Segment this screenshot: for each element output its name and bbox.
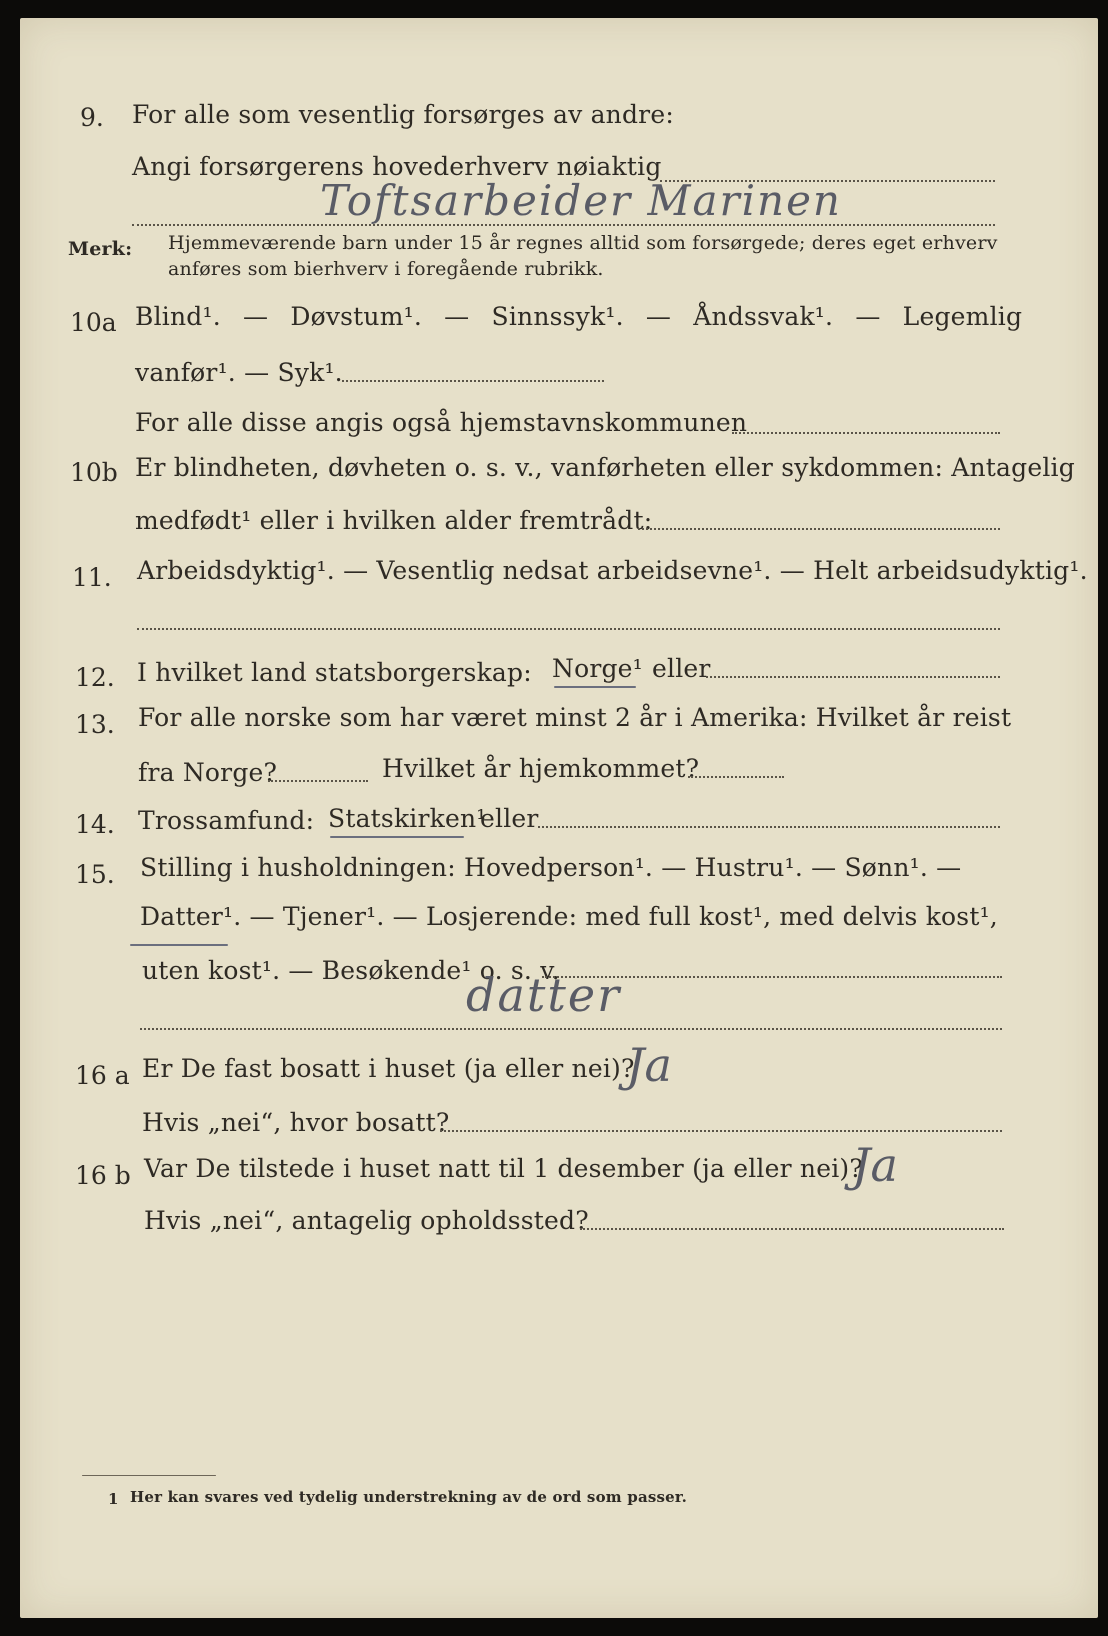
q10a-answer-line xyxy=(342,380,604,382)
q16a-line1: Er De fast bosatt i huset (ja eller nei)? xyxy=(142,1054,635,1083)
q14-answer-line xyxy=(538,826,1000,828)
q11-line1: Arbeidsdyktig¹. — Vesentlig nedsat arbeidsevne¹. — Helt arbeidsudyktig¹. xyxy=(137,556,1088,585)
q10a-hjemstavn-line xyxy=(732,432,1000,434)
q9-handwritten-answer: Toftsarbeider Marinen xyxy=(320,176,842,225)
q16a-handwritten-answer: Ja xyxy=(626,1038,672,1092)
q13-line1: For alle norske som har været minst 2 år i Amerika: Hvilket år reist xyxy=(138,703,1012,732)
q9-line2: Angi forsørgerens hovederhverv nøiaktig xyxy=(132,152,662,181)
q13-number: 13. xyxy=(75,710,115,739)
q9-line1: For alle som vesentlig forsørges av andre: xyxy=(132,100,674,129)
q15-line1: Stilling i husholdningen: Hovedperson¹. — Hustru¹. — Sønn¹. — xyxy=(140,853,962,882)
q9-number: 9. xyxy=(80,103,104,132)
q10b-line1: Er blindheten, døvheten o. s. v., vanførheten eller sykdommen: Antagelig xyxy=(135,453,1075,482)
q14-statskirken-underline xyxy=(330,836,464,838)
q16a-line2: Hvis „nei“, hvor bosatt? xyxy=(142,1108,450,1137)
q15-datter-underline xyxy=(130,944,228,946)
q13-line2b: Hvilket år hjemkommet? xyxy=(382,754,700,783)
q15-answer-line-2 xyxy=(140,1028,1002,1030)
q10a-line1: Blind¹. — Døvstum¹. — Sinnssyk¹. — Åndssvak¹. — Legemlig xyxy=(135,302,1023,331)
footnote-text: Her kan svares ved tydelig understrekning av de ord som passer. xyxy=(130,1488,688,1506)
q16b-number: 16 b xyxy=(75,1161,131,1190)
q11-answer-line xyxy=(137,628,1000,630)
q12-option-norge: Norge¹ xyxy=(552,654,643,683)
q11-number: 11. xyxy=(72,563,112,592)
q16a-number: 16 a xyxy=(75,1061,130,1090)
q12-answer-line xyxy=(706,676,1000,678)
q15-line3: uten kost¹. — Besøkende¹ o. s. v. xyxy=(142,956,560,985)
q16b-answer-line xyxy=(580,1228,1004,1230)
q10a-line2: vanfør¹. — Syk¹. xyxy=(135,358,343,387)
q14-text: Trossamfund: xyxy=(138,806,315,835)
merk-line1: Hjemmeværende barn under 15 år regnes alltid som forsørgede; deres eget erhverv xyxy=(168,232,998,254)
q15-line2: Datter¹. — Tjener¹. — Losjerende: med full kost¹, med delvis kost¹, xyxy=(140,902,998,931)
q10a-line3: For alle disse angis også hjemstavnskommunen xyxy=(135,408,748,437)
q16b-line2: Hvis „nei“, antagelig opholdssted? xyxy=(144,1206,589,1235)
q12-rest: eller xyxy=(652,654,711,683)
q14-rest: eller xyxy=(480,804,539,833)
footnote-mark: 1 xyxy=(108,1490,119,1508)
q12-number: 12. xyxy=(75,663,115,692)
q16b-handwritten-answer: Ja xyxy=(852,1138,898,1192)
merk-label: Merk: xyxy=(68,238,133,260)
q16a-answer-line xyxy=(440,1130,1002,1132)
q10b-line2: medfødt¹ eller i hvilken alder fremtrådt: xyxy=(135,506,653,535)
q16b-line1: Var De tilstede i huset natt til 1 desember (ja eller nei)? xyxy=(144,1154,863,1183)
q12-norge-underline xyxy=(554,686,636,688)
q9-answer-line-2 xyxy=(132,224,995,226)
q13-line2a: fra Norge? xyxy=(138,758,278,787)
form-page xyxy=(20,18,1098,1618)
merk-line2: anføres som bierhverv i foregående rubrikk. xyxy=(168,258,604,280)
q15-number: 15. xyxy=(75,860,115,889)
q10b-answer-line xyxy=(638,528,1000,530)
q10b-number: 10b xyxy=(70,458,118,487)
q10a-number: 10a xyxy=(70,308,117,337)
footnote-rule xyxy=(82,1475,216,1476)
q13-reist-line xyxy=(268,780,368,782)
q14-number: 14. xyxy=(75,810,115,839)
q12-text: I hvilket land statsborgerskap: xyxy=(137,658,532,687)
q13-hjemkommet-line xyxy=(688,776,784,778)
q14-option-statskirken: Statskirken¹ xyxy=(328,804,487,833)
q15-handwritten-answer: datter xyxy=(466,968,622,1022)
